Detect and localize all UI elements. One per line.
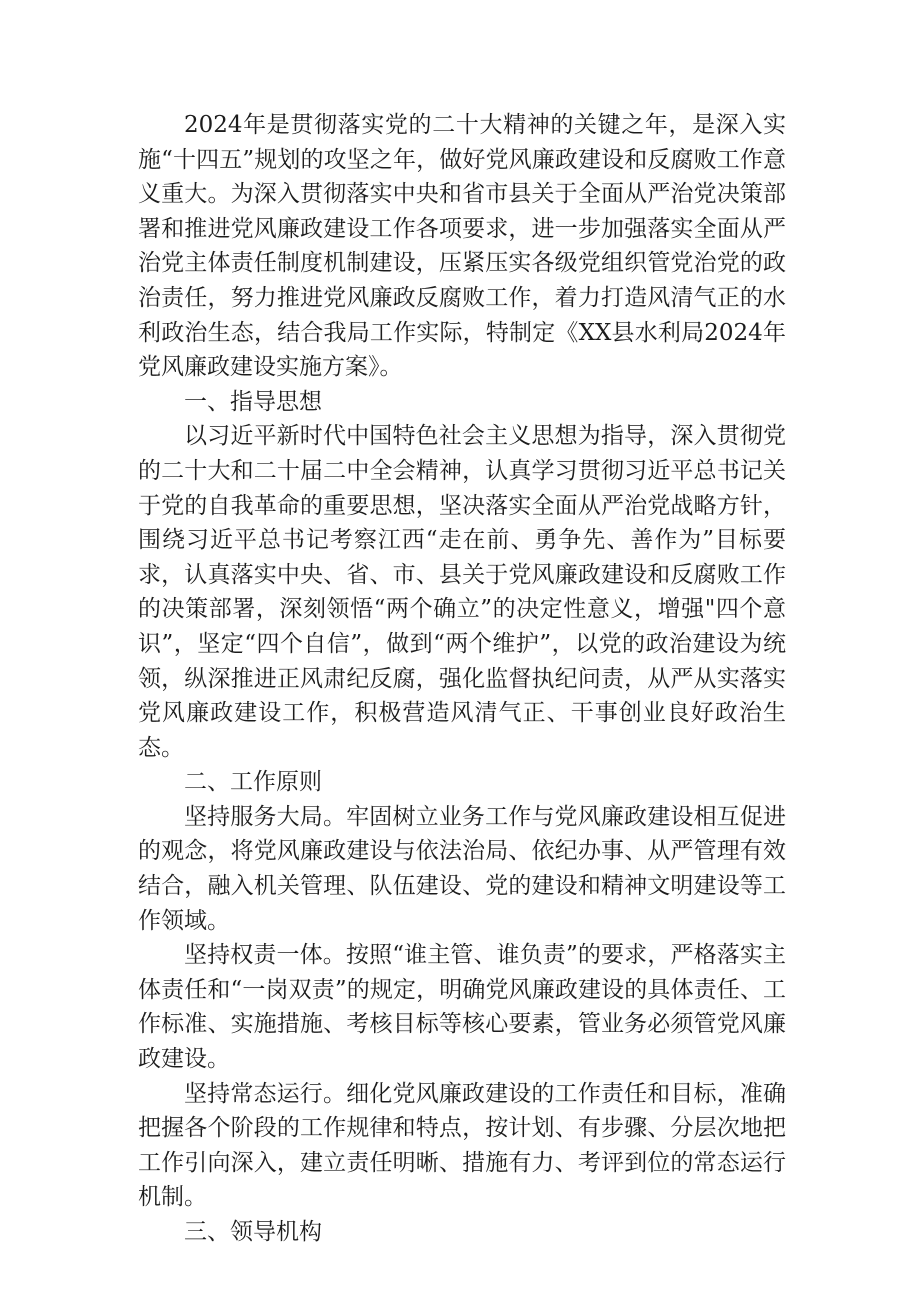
guiding-ideology-paragraph: 以习近平新时代中国特色社会主义思想为指导，深入贯彻党的二十大和二十届二中全会精神，认真学习贯彻习近平总书记关于党的自我革命的重要思想，坚决落实全面从严治党战略方针，围绕习近平总书记考察江西“走在前、勇争先、善作为”目标要求，认真落实中央、省、市、县关于党风廉政建设和反腐败工作的决策部署，深刻领悟“两个确立”的决定性意义，增强"四个意识”，坚定“四个自信”，做到“两个维护”，以党的政治建设为统领，纵深推进正风肃纪反腐，强化监督执纪问责，从严从实落实党风廉政建设工作，积极营造风清气正、干事创业良好政治生态。	[138, 423, 786, 761]
principle-power-responsibility-paragraph: 坚持权责一体。按照“谁主管、谁负责”的要求，严格落实主体责任和“一岗双责”的规定，明确党风廉政建设的具体责任、工作标准、实施措施、考核目标等核心要素，管业务必须管党风廉政建设。	[138, 942, 786, 1073]
principle-serve-overall-paragraph: 坚持服务大局。牢固树立业务工作与党风廉政建设相互促进的观念，将党风廉政建设与依法治局、依纪办事、从严管理有效结合，融入机关管理、队伍建设、党的建设和精神文明建设等工作领域。	[138, 803, 786, 934]
principle-normal-operation-paragraph: 坚持常态运行。细化党风廉政建设的工作责任和目标，准确把握各个阶段的工作规律和特点，按计划、有步骤、分层次地把工作引向深入，建立责任明晰、措施有力、考评到位的常态运行机制。	[138, 1080, 786, 1211]
document-body	[138, 108, 786, 1250]
intro-paragraph: 2024年是贯彻落实党的二十大精神的关键之年，是深入实施“十四五”规划的攻坚之年，做好党风廉政建设和反腐败工作意义重大。为深入贯彻落实中央和省市县关于全面从严治党决策部署和推进党风廉政建设工作各项要求，进一步加强落实全面从严治党主体责任制度机制建设，压紧压实各级党组织管党治党的政治责任，努力推进党风廉政反腐败工作，着力打造风清气正的水利政治生态，结合我局工作实际，特制定《XX县水利局2024年党风廉政建设实施方案》。	[138, 112, 786, 381]
section-heading-work-principles: 二、工作原则	[184, 769, 322, 796]
section-heading-leadership: 三、领导机构	[184, 1219, 322, 1245]
section-heading-guiding-ideology: 一、指导思想	[184, 388, 322, 415]
